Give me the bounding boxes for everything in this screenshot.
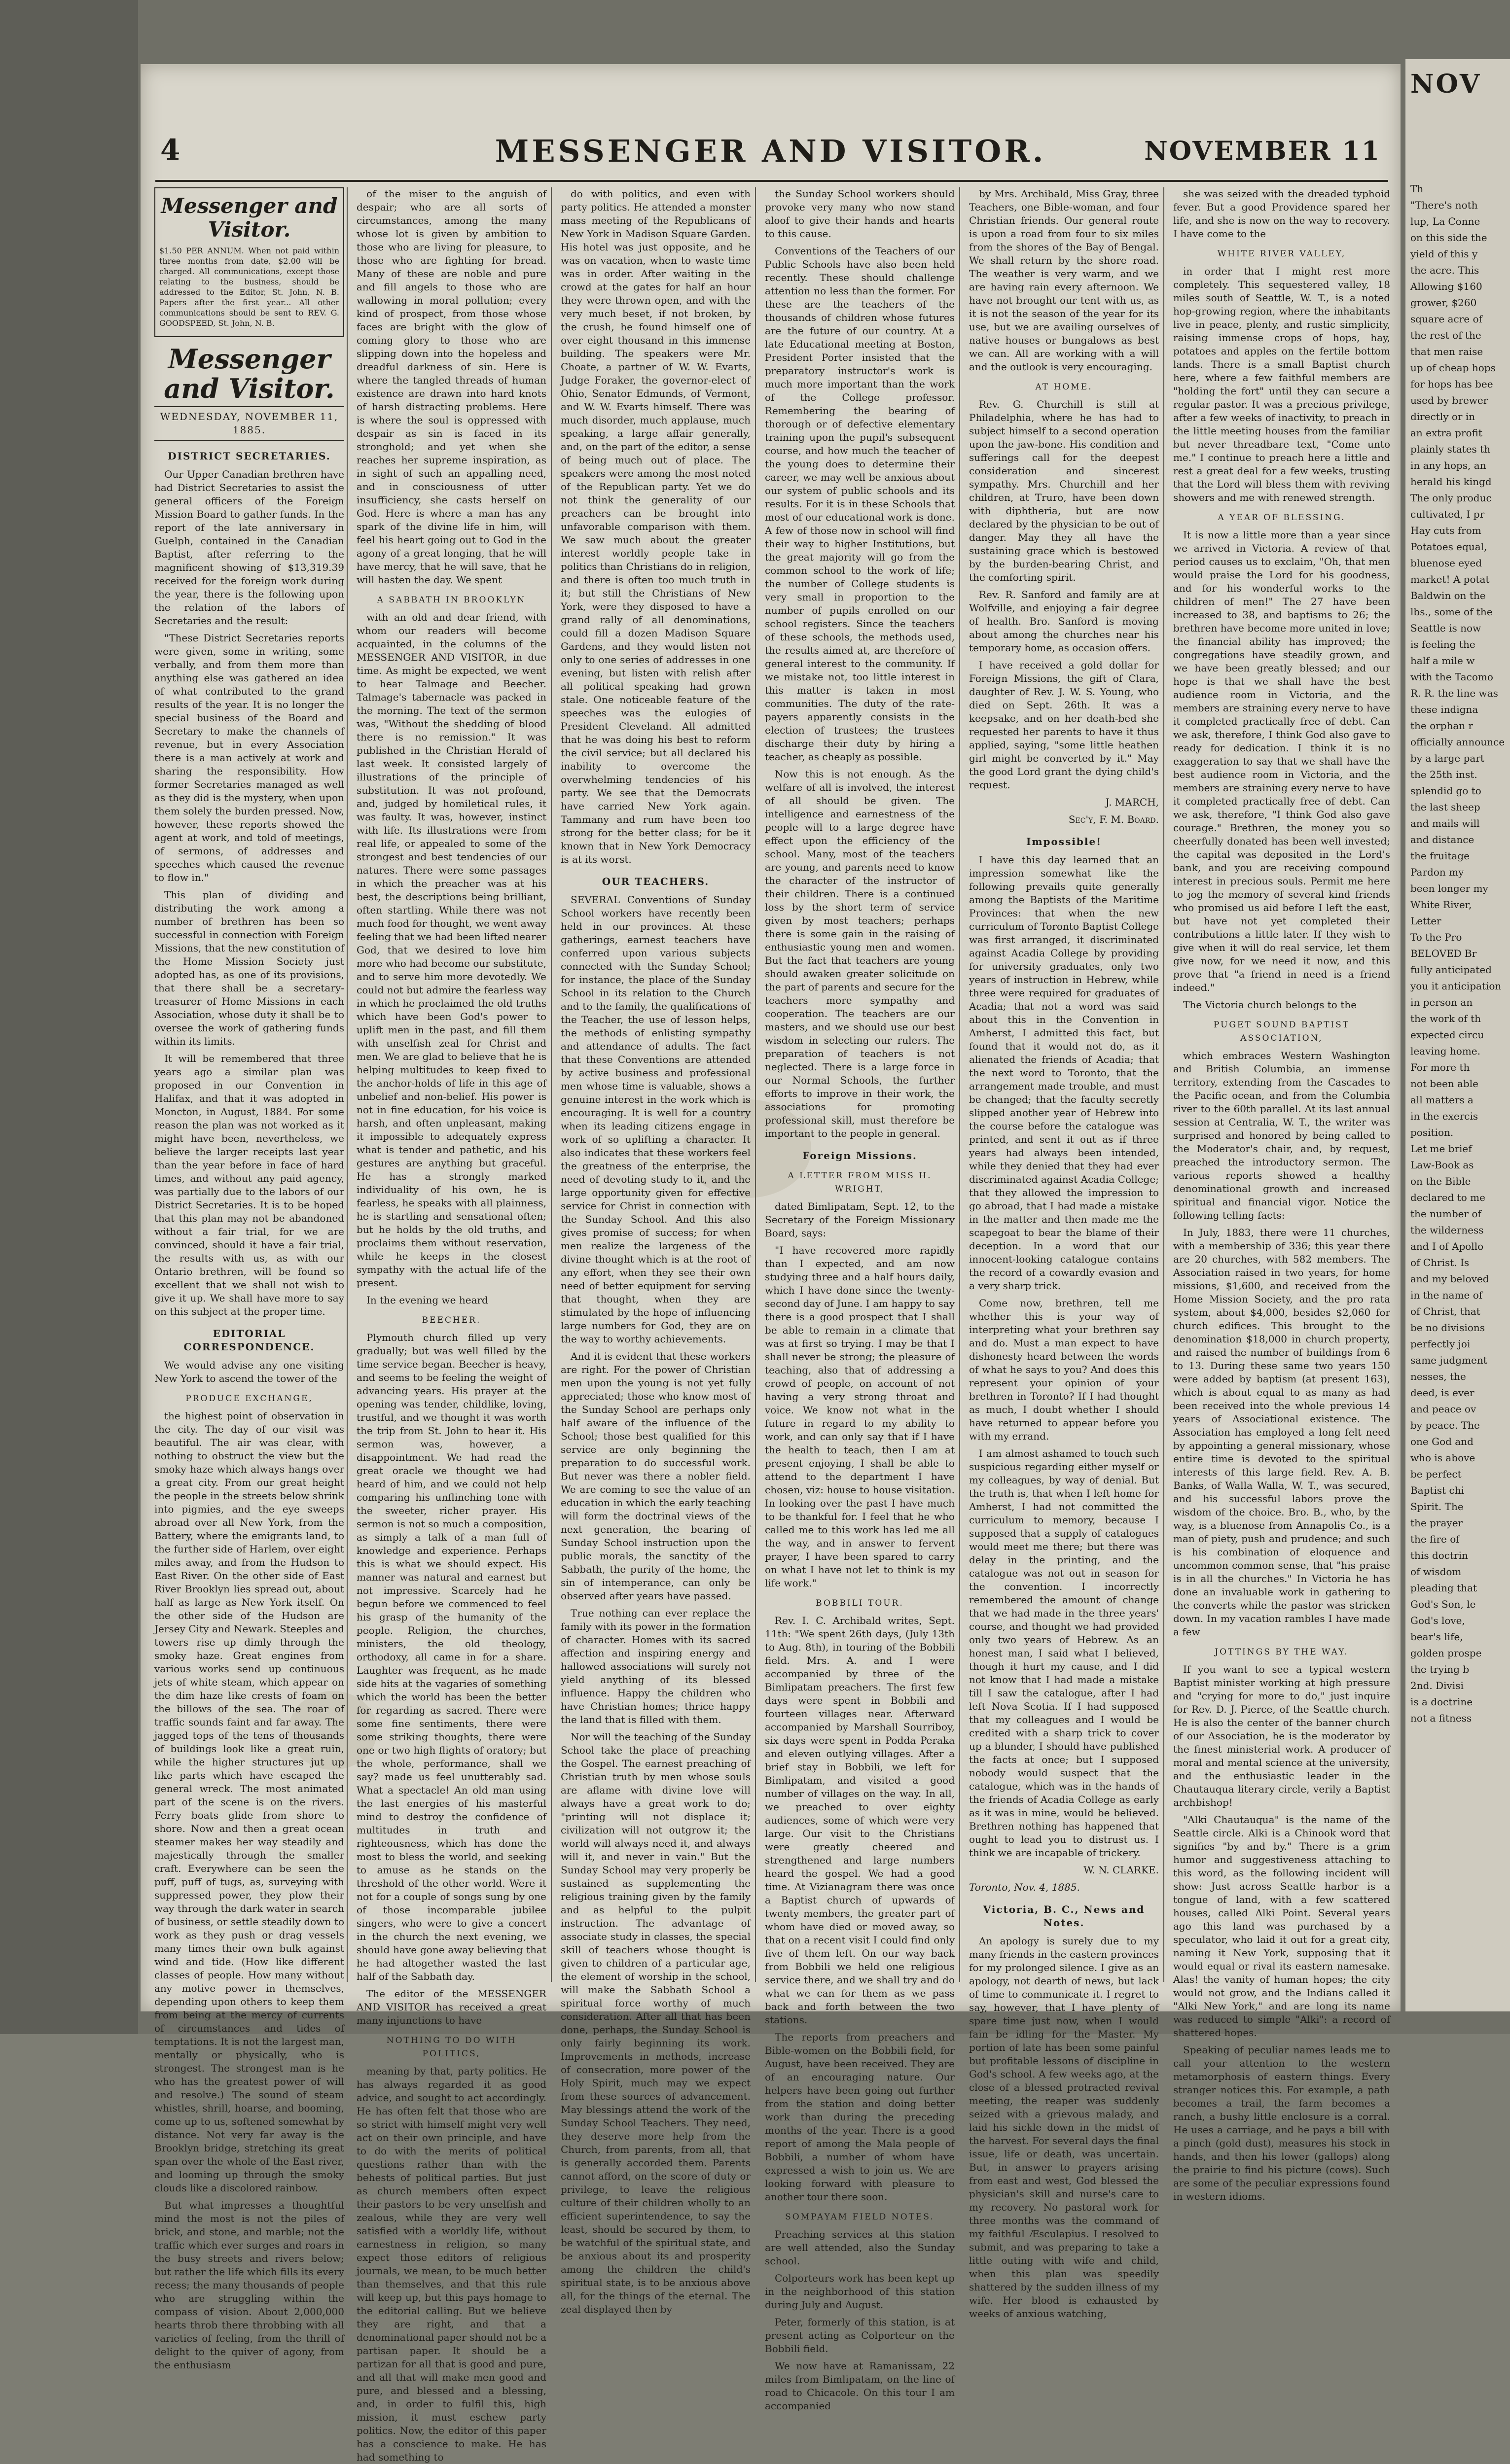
article-paragraph: The editor of the MESSENGER AND VISITOR has received a great many injunctions to have xyxy=(357,1988,546,2026)
paper-title: MESSENGER AND VISITOR. xyxy=(495,133,1046,169)
article-paragraph: In July, 1883, there were 11 churches, with a membership of 336; this year there are 20 churches, with 582 members. The Association raised in two years, for home missions, $1,600, and received from the Home Mission Society, and the pro rata system, about $4,000, besides $2,060 for church edifices. This brought to the denomination $18,000 in church property, and raised the number of buildings from 6 to 13. During these same two years 150 were added by baptism (at present 163), which is about equal to as many as had been received into the whole previous 14 years of Associational existence. The Association has employed a long felt need by appointing a general missionary, whose entire time is devoted to the spiritual interests of this large field. Rev. A. B. Banks, of Walla Walla, W. T., was secured, and his successful labors prove the wisdom of the choice. Bro. B., who, by the way, is a bluenose from Annapolis Co., is a man of piety, push and prudence; and such is his combination of eloquence and uncommon common sense, that "his praise is in all the churches." In Victoria he has done an invaluable work in gathering to the converts while the pastor was stricken down. In my vacation rambles I have made a few xyxy=(1173,1227,1390,1638)
adjacent-page-line: you it anticipation xyxy=(1410,980,1502,992)
adjacent-page-line: declared to me xyxy=(1410,1192,1485,1203)
article-paragraph: "I have recovered more rapidly than I expected, and am now studying three and a half hours daily, which I have done since the twenty-second day of June. I am happy to say there is a good prospect that I shall be able to remain in a climate that was at first so trying. I may be that I shall never be strong; the pleasure of teaching, also that of addressing a crowd of people, on account of not having a very strong throat and voice. We know not what in the future in regard to my ability to work, and can only say that if I have the health to teach, then I am at present enjoying, I shall be able to attend to the department I have chosen, viz: house to house visitation. In looking over the past I have much to be thankful for. I feel that he who called me to this work has led me all the way, and in answer to fervent prayer, I have been spared to carry on what I have not let to think is my life work." xyxy=(765,1244,955,1589)
adjacent-page-line: in person an xyxy=(1410,996,1473,1008)
publication-date: WEDNESDAY, NOVEMBER 11, 1885. xyxy=(154,406,344,441)
article-paragraph: An apology is surely due to my many friends in the eastern provinces for my prolonged silence. I give as an apology, not dearth of news, but lack of time to communicate it. I regret to say, however, that I have plenty of spare time just now, when I would fain be idling for the Master. My portion of late has been some painful but profitable lessons of discipline in God's school. A few weeks ago, at the close of a blessed protracted revival meeting, the reaper was suddenly seized with a grievous malady, and laid his sickle down in the midst of the harvest. For several days the final issue, life or death, was uncertain. But, in answer to prayers arising from east and west, God blessed the physician's skill and nurse's care to my recovery. No pastoral work for three months was the command of my faithful Æsculapius. I resolved to submit, and was preparing to take a little outing with wife and child, when this plan was speedily shattered by the sudden illness of my wife. Her blood is exhausted by weeks of anxious watching, xyxy=(969,1935,1159,2320)
adjacent-page-line: To the Pro xyxy=(1410,931,1462,943)
masthead-rule xyxy=(155,180,1388,182)
article-paragraph: The reports from preachers and Bible-women on the Bobbili field, for August, have been received. They are of an encouraging nature. Our helpers have been going out further from the station and doing better work than during the preceding months of the year. There is a good report of among the Mala people of Bobbili, a number of whom have expressed a wish to join us. We are looking forward with pleasure to another tour there soon. xyxy=(765,2031,955,2203)
adjacent-page-line: is feeling the xyxy=(1410,638,1475,650)
adjacent-page-line: the 25th inst. xyxy=(1410,769,1477,780)
signature: Sec'y, F. M. Board. xyxy=(1068,813,1159,825)
article-paragraph: in order that I might rest more completely. This sequestered valley, 18 miles south of Seattle, W. T., is a noted hop-growing region, where the inhabitants live in peace, plenty, and rustic simplicity, raising immense crops of hops, hay, potatoes and apples on the fertile bottom lands. There is a small Baptist church here, where a few faithful members are "holding the fort" until they can secure a regular pastor. It was a precious privilege, after a few weeks of inactivity, to preach in the little meeting houses from the familiar but never threadbare text, "Come unto me." I continue to preach here a little and rest a great deal for a few weeks, trusting that the Lord will bless them with reviving showers and me with renewed strength. xyxy=(1173,265,1390,503)
article-paragraph: Rev. R. Sanford and family are at Wolfville, and enjoying a fair degree of health. Bro. Sanford is moving about among the churches near his temporary home, as occasion offers. xyxy=(969,589,1159,654)
adjacent-page-date: NOV xyxy=(1410,69,1482,99)
subhead-sabbath-brooklyn: A SABBATH IN BROOKLYN xyxy=(377,595,526,605)
adjacent-page-line: market! A potat xyxy=(1410,573,1490,585)
adjacent-page-line: deed, is ever xyxy=(1410,1387,1474,1399)
dateline: Toronto, Nov. 4, 1885. xyxy=(969,1881,1080,1893)
adjacent-page-line: "There's noth xyxy=(1410,199,1478,211)
column-rule xyxy=(755,187,756,1982)
article-paragraph: If you want to see a typical western Baptist minister working at high pressure and "crying for more to do," just inquire for Rev. D. J. Pierce, of the Seattle church. He is also the center of the banner church of our Association, he is the moderator by the finest ministerial work. A producer of moral and mental science at the university, and the enthusiastic leader in the Chautauqua literary circle, verily a Baptist archbishop! xyxy=(1173,1663,1390,1808)
adjacent-page-line: on the Bible xyxy=(1410,1175,1471,1187)
article-paragraph: of the miser to the anguish of despair; who are all sorts of circumstances, among the many whose lot is given by ambition to those who are living for pleasure, to those who are fighting for bread. Many of these are noble and pure and fill angels to those who are wallowing in moral pollution; every kind of prospect, from those whose faces are bright with the glow of coming glory to those who are slipping down into the hopeless and dreadful darkness of sin. Here is where the tangled threads of human existence are drawn into hard knots of harsh distracting problems. Here is where the soul is oppressed with despair as sin is faced in its stronghold; and yet when she reaches her supreme inspiration, as in sight of such an appalling need, and in consciousness of utter insufficiency, she casts herself on God. Here is where a man has any spark of the divine life in him, will feel his heart going out to God in the agony of a great longing, that he will have mercy, that he will save, that he will hasten the day. We spent xyxy=(357,188,546,586)
masthead xyxy=(141,133,1401,177)
column-1 xyxy=(151,187,347,2371)
subhead-beecher: BEECHER. xyxy=(422,1315,481,1325)
adjacent-page-line: all matters a xyxy=(1410,1094,1474,1106)
article-paragraph: Conventions of the Teachers of our Public Schools have also been held recently. These should challenge attention no less than the former. For these are the teachers of the thousands of children whose futures are the future of our country. At a late Educational meeting at Boston, President Porter insisted that the preparatory instructor's work is much more important than the work of the College professor. Remembering the bearing of thorough or of defective elementary training upon the pupil's subsequent course, and how much the teacher of the young does to determine their career, we may well be anxious about our system of public schools and its results. For it is in these Schools that most of our educational work is done. A few of those now in school will find their way to higher Institutions, but the great majority will go from the common school to the work of life; the number of College students is very small in proportion to the number of pupils enrolled on our school registers. Since the teachers of these schools, the methods used, the results aimed at, are therefore of general interest to the community. If we mistake not, too little interest in this matter is taken in most communities. The duty of the rate-payers apparently consists in the election of trustees; the trustees discharge their duty by hiring a teacher, as cheaply as possible. xyxy=(765,245,955,763)
adjacent-page-line: of Christ. Is xyxy=(1410,1257,1470,1268)
article-paragraph: Plymouth church filled up very gradually; but was well filled by the time service began. Beecher is heavy, and seems to be feeling the weight of advancing years. His prayer at the opening was tender, childlike, loving, trustful, and we thought it was worth the trip from St. John to hear it. His sermon was, however, a disappointment. We had read the great oracle we thought we had heard of him, and we could not help comparing his unflinching tone with the sweeter, richer prayer. His sermon is not so much a composition, as simply a talk of a man full of knowledge and experience. Perhaps this is what we should expect. His manner was natural and earnest but not impressive. Scarcely had he begun before we commenced to feel his grasp of the humanity of the people. Religion, the churches, ministers, the old theology, orthodoxy, all came in for a share. Laughter was frequent, as he made side hits at the vagaries of something which the world has been the better for regarding as sacred. There were some fine sentiments, there were some striking thoughts, there were one or two high flights of oratory; but the whole, performance, shall we say? made us feel unutterably sad. What a spectacle! An old man using the last energies of his masterful mind to destroy the confidence of multitudes in truth and righteousness, which has done the most to bless the world, and seeking to amuse as he stands on the threshold of the other world. Were it not for a couple of songs sung by one of those incomparable jubilee singers, who were to give a concert in the church the next evening, we should have gone away believing that he had altogether wasted the last half of the Sabbath day. xyxy=(357,1332,546,1982)
adjacent-page-text xyxy=(1405,182,1505,1728)
nameplate-box xyxy=(154,187,344,337)
adjacent-page-line: The only produc xyxy=(1410,492,1492,504)
adjacent-page-line: Let me brief xyxy=(1410,1143,1472,1155)
adjacent-page-line: and distance xyxy=(1410,834,1474,845)
adjacent-page-line: the acre. This xyxy=(1410,264,1479,276)
adjacent-page-line: in the exercis xyxy=(1410,1110,1478,1122)
adjacent-page-line: the prayer xyxy=(1410,1517,1463,1529)
adjacent-page-line: directly or in xyxy=(1410,411,1475,422)
newspaper-page xyxy=(141,64,1401,2463)
adjacent-page-line: the orphan r xyxy=(1410,720,1474,732)
article-paragraph: We now have at Ramanissam, 22 miles from Bimlipatam, on the line of road to Chicacole. On this tour I am accompanied xyxy=(765,2360,955,2412)
adjacent-page-line: the number of xyxy=(1410,1208,1481,1220)
article-paragraph: Our Upper Canadian brethren have had District Secretaries to assist the general officers of the Foreign Mission Board to gather funds. In the report of the late anniversary in Guelph, contained in the Canadian Baptist, after referring to the magnificent showing of $13,319.39 received for the foreign work during the year, there is the following upon the relation of the labors of Secretaries and the result: xyxy=(154,468,344,627)
article-paragraph: I am almost ashamed to touch such suspicious regarding either myself or my colleagues, by way of denial. But the truth is, that when I left home for Amherst, I had not committed the curriculum to memory, because I supposed that a supply of catalogues would meet me there; but there was delay in the printing, and the catalogue was not out in season for the convention. I incorrectly remembered the amount of change that we had made in the three years' course, and thought we had provided only two years of Hebrew. As an honest man, I said what I believed, though it hurt my cause, and I did not know that I had made a mistake till I saw the catalogue, after I had left Nova Scotia. If I had supposed that my colleagues and I would be credited with a sharp trick to cover up a blunder, I should have published the facts at once; but I supposed nobody would suspect that the catalogue, which was in the hands of the friends of Acadia College as early as it was in mine, would be believed. Brethren nothing has happened that ought to lead you to distrust us. I think we are incapable of trickery. xyxy=(969,1447,1159,1859)
adjacent-page-line: the last sheep xyxy=(1410,801,1480,813)
article-paragraph: We would advise any one visiting New York to ascend the tower of the xyxy=(154,1359,344,1384)
adjacent-page-line: who is above xyxy=(1410,1452,1475,1464)
adjacent-page-line: of wisdom xyxy=(1410,1566,1462,1578)
adjacent-page-line: be perfect xyxy=(1410,1468,1462,1480)
article-paragraph: True nothing can ever replace the family with its power in the formation of character. Homes with its sacred affection and inspiring energy and hallowed associations will surely not yield anything of its blessed influence. Happy the children who have Christian homes; thrice happy the land that is filled with them. xyxy=(561,1607,751,1725)
adjacent-page-line: the fire of xyxy=(1410,1533,1460,1545)
article-paragraph: SEVERAL Conventions of Sunday School workers have recently been held in our provinces. At these gatherings, earnest teachers have conferred upon various subjects connected with the Sunday School; for instance, the place of the Sunday School in its relation to the Church and to the family, the qualifications of the Teacher, the use of lesson helps, the methods of enlisting sympathy and attendance of adults. The fact that these Conventions are attended by active business and professional men whose time is valuable, shows a genuine interest in the work which is encouraging. It is well for a country when its leading citizens engage in work of so uplifting a character. It also indicates that these workers feel the greatness of the enterprise, the need of devoting study to it, and the large opportunity given for effective service for Christ in connection with the Sunday School. And this also gives promise of success; for when men realize the largeness of the divine thought which is at the root of any effort, when they see their own need of better equipment for serving that thought, when they are stimulated by the hope of influencing large numbers for God, they are on the way to worthy achievements. xyxy=(561,894,751,1345)
binding-margin xyxy=(0,0,138,2034)
adjacent-page-line: White River, xyxy=(1410,899,1472,911)
adjacent-page-line: lbs., some of the xyxy=(1410,606,1493,618)
headline-foreign-missions: Foreign Missions. xyxy=(802,1150,917,1162)
headline-district-secretaries: DISTRICT SECRETARIES. xyxy=(168,450,331,462)
subhead-jottings: JOTTINGS BY THE WAY. xyxy=(1215,1647,1349,1657)
adjacent-page-line: these indigna xyxy=(1410,704,1478,715)
article-paragraph: meaning by that, party politics. He has always regarded it as good advice, and sought to act accordingly. He has often felt that those who are so strict with himself might very well act on their own principle, and have to do with the merits of political questions rather than with the behests of political parties. But just as church members often expect their pastors to be very unselfish and zealous, while they are very well satisfied with a worldly life, without earnestness in religion, so many expect those editors of religious journals, we mean, to be much better than themselves, and that this rule will keep up, but this pays homage to the editorial calling. But we believe they are right, and that a denominational paper should not be a partisan paper. It should be a partizan for all that is good and pure, and all that will make men good and pure, and blessed and a blessing, and, in order to fulfil this, high mission, it must eschew party politics. Now, the editor of this paper has a conscience to make. He has had something to xyxy=(357,2065,546,2463)
adjacent-page-line: and mails will xyxy=(1410,817,1480,829)
issue-date: NOVEMBER 11 xyxy=(1144,136,1381,166)
column-6 xyxy=(1170,187,1393,2202)
adjacent-page-line: Letter xyxy=(1410,915,1441,927)
adjacent-page-fragment xyxy=(1405,59,1510,2011)
article-paragraph: But what impresses a thoughtful mind the most is not the piles of brick, and stone, and marble; not the traffic which ever surges and roars in the busy streets and rivers below; but rather the life which fills its every recess; the many thousands of people who are struggling within the compass of vision. About 2,000,000 hearts throb there throbbing with all varieties of feeling, from the thrill of delight to the quiver of agony, from the enthusiasm xyxy=(154,2199,344,2371)
adjacent-page-line: the fruitage xyxy=(1410,850,1470,862)
adjacent-page-line: be no divisions xyxy=(1410,1322,1485,1334)
adjacent-page-line: expected circu xyxy=(1410,1029,1484,1041)
nameplate-title: Messenger and Visitor. xyxy=(164,343,335,404)
subhead-letter-miss-wright: A LETTER FROM MISS H. WRIGHT, xyxy=(788,1171,932,1194)
adjacent-page-line: Seattle is now xyxy=(1410,622,1481,634)
adjacent-page-line: For more th xyxy=(1410,1061,1470,1073)
subhead-sompayam-notes: SOMPAYAM FIELD NOTES. xyxy=(785,2212,935,2222)
headline-editorial-correspondence: EDITORIAL CORRESPONDENCE. xyxy=(183,1328,315,1353)
adjacent-page-line: by a large part xyxy=(1410,752,1484,764)
adjacent-page-line: not a fitness xyxy=(1410,1712,1472,1724)
article-paragraph: Nor will the teaching of the Sunday School take the place of preaching the Gospel. The earnest preaching of Christian truth by men whose souls are aflame with divine love will always have a great work to do; "printing will not displace it; civilization will not outgrow it; the world will always need it, and always will it, and never in vain." But the Sunday School may very properly be sustained as supplementing the religious training given by the family and as helpful to the pulpit instruction. The advantage of associate study in classes, the special skill of teachers whose thought is given to children of a particular age, the element of worship in the school, will make the Sabbath School a spiritual force worthy of much consideration. After all that has been done, perhaps, the Sunday School is only fairly beginning its work. Improvements in methods, increase of consecration, more power of the Holy Spirit, much may we expect from these sources of advancement. May blessings attend the work of the Sunday School Teachers. They need, they deserve more help from the Church, from parents, from all, that is generally accorded them. Parents cannot afford, on the score of duty or privilege, to leave the religious culture of their children wholly to an efficient superintendence, to say the least, should be secured by them, to be watchful of the spiritual state, and be anxious about its and prosperity among the children the child's spiritual state, is to be anxious above all, for the things of the eternal. The zeal displayed then by xyxy=(561,1731,751,2315)
adjacent-page-line: yield of this y xyxy=(1410,248,1478,260)
adjacent-page-line: not been able xyxy=(1410,1078,1478,1090)
article-paragraph: This plan of dividing and distributing the work among a number of brethren has been so successful in connection with Foreign Missions, that the new constitution of the Home Mission Society just adopted has, as one of its provisions, that there shall be a secretary-treasurer of Home Missions in each Association, whose duty it shall be to oversee the work of gathering funds within its limits. xyxy=(154,889,344,1047)
article-paragraph: the highest point of observation in the city. The day of our visit was beautiful. The air was clear, with nothing to obstruct the view but the smoky haze which always hangs over a great city. From our great height the people in the streets below shrink into pigmies, and the eye sweeps abroad over all New York, from the Battery, where the emigrants land, to the further side of Harlem, over eight miles away, and from the Hudson to East River. On the other side of East River Brooklyn lies spread out, about half as large as New York itself. On the other side of the Hudson are Jersey City and Newark. Steeples and towers rise up dimly through the smoky haze. Great engines from various works send up continuous jets of white steam, which appear on the dim haze like crests of foam on the billows of the sea. The roar of traffic sounds faint and far away. The jagged tops of the tens of thousands of buildings look like a great ruin, while the higher structures jut up like parts which have escaped the general wreck. The most animated part of the scene is on the rivers. Ferry boats glide from shore to shore. Now and then a great ocean steamer makes her way steadily and majestically through the smaller craft. Everywhere can be seen the puff, puff of tugs, as, surveying with suppressed power, they plow their way through the dark water in search of business, or settle steadily down to work as they push or drag vessels many times their own bulk against wind and tide. (How like different classes of people. How many without any motive power in themselves, depending upon others to keep them from being at the mercy of currents of circumstances and tides of temptations. It is not the largest man, mentally or physically, who is strongest. The strongest man is he who has the greatest power of will and resolve.) The sound of steam whistles, shrill, hoarse, and booming, come up to us, softened somewhat by distance. Not very far away is the Brooklyn bridge, stretching its great span over the whole of the East river, and looming up through the smoky clouds like a discolored rainbow. xyxy=(154,1410,344,2194)
subhead-year-of-blessing: A YEAR OF BLESSING. xyxy=(1218,513,1346,523)
article-paragraph: which embraces Western Washington and British Columbia, an immense territory, extending from the Cascades to the Pacific ocean, and from the Columbia river to the 60th parallel. At its last annual session at Centralia, W. T., the writer was surprised and honored by being called to the Moderator's chair, and, by request, preached the introductory sermon. The various reports showed a healthy denominational growth and increased spiritual and financial vigor. Notice the following telling facts: xyxy=(1173,1050,1390,1221)
nameplate-mini-title: Messenger and Visitor. xyxy=(161,194,338,242)
adjacent-page-line: God's Son, le xyxy=(1410,1598,1476,1610)
adjacent-page-line: Pardon my xyxy=(1410,866,1464,878)
adjacent-page-line: Baptist chi xyxy=(1410,1484,1464,1496)
adjacent-page-line: in the name of xyxy=(1410,1289,1483,1301)
adjacent-page-line: Allowing $160 xyxy=(1410,281,1482,292)
signature: J. MARCH, xyxy=(1105,796,1159,808)
subscription-terms: $1.50 PER ANNUM. When not paid within three months from date, $2.00 will be charged. All communications, except those relating to the business, should be addressed to the Editor, St. John, N. B. Papers after the first year... All other communications should be sent to REV. G. GOODSPEED, St. John, N. B. xyxy=(159,246,339,328)
article-paragraph: do with politics, and even with party politics. He attended a monster mass meeting of the Republicans of New York in Madison Square Garden. His hotel was just opposite, and he was on vacation, when to waste time was in order. After waiting in the crowd at the gates for half an hour they were thrown open, and with the very much beset, if not broken, by the crush, he found himself one of over eight thousand in this immense building. The speakers were Mr. Choate, a partner of W. W. Evarts, Judge Foraker, the governor-elect of Ohio, Senator Edmunds, of Vermont, and W. W. Evarts himself. There was much disorder, much applause, much speaking, a large affair generally, and, on the part of the editor, a sense of being much out of place. The speakers were among the most noted of the Republican party. Yet we do not think the generality of our preachers can be brought into unfavorable comparison with them. We saw much about the greater interest worldly people take in politics than Christians do in religion, and there is often too much truth in it; but still the Christians of New York, were they disposed to have a grand rally of all denominations, could fill a dozen Madison Square Gardens, and they would listen not only to one series of addresses in one evening, but listen with relish after all political speaking had grown stale. One noticeable feature of the speeches was the eulogies of President Cleveland. All admitted that he was doing his best to reform the civil service; but all declared his inability to overcome the overwhelming tendencies of his party. We see that the Democrats have carried New York again. Tammany and rum have been too strong for the better class; for be it known that in New York Democracy is at its worst. xyxy=(561,188,751,865)
article-paragraph: "Alki Chautauqua" is the name of the Seattle circle. Alki is a Chinook word that signifies "by and by." There is a grim humor and suggestiveness attaching to this word, as the following incident will show: Just across Seattle harbor is a tongue of land, with a few scattered houses, called Alki Point. Several years ago this land was purchased by a speculator, who laid it out for a great city, naming it New York, supposing that it would equal or rival its eastern namesake. Alas! the vanity of human hopes; the city would not grow, and the Indians called it "Alki New York," and are long its name was reduced to simple "Alki": a record of shattered hopes. xyxy=(1173,1814,1390,2039)
adjacent-page-line: in any hops, an xyxy=(1410,459,1486,471)
adjacent-page-line: pleading that xyxy=(1410,1582,1477,1594)
adjacent-page-line: Law-Book as xyxy=(1410,1159,1474,1171)
adjacent-page-line: the wilderness xyxy=(1410,1224,1484,1236)
article-paragraph: the Sunday School workers should provoke very many who now stand aloof to give their hands and hearts to this cause. xyxy=(765,188,955,240)
signature: W. N. CLARKE. xyxy=(1083,1864,1159,1876)
article-paragraph: by Mrs. Archibald, Miss Gray, three Teachers, one Bible-woman, and four Christian friends. Our general route is upon a road from four to six miles from the shores of the Bay of Bengal. We shall return by the shore road. The weather is very warm, and we are having rain every afternoon. We have not brought our tent with us, as it is not the season of the year for its use, but we are availing ourselves of native houses or bungalows as best we can. All are working with a will and the outlook is very encouraging. xyxy=(969,188,1159,373)
adjacent-page-line: grower, $260 xyxy=(1410,297,1477,309)
adjacent-page-line: herald his kingd xyxy=(1410,476,1492,488)
adjacent-page-line: and my beloved xyxy=(1410,1273,1489,1285)
article-paragraph: I have this day learned that an impression somewhat like the following prevails quite generally among the Baptists of the Maritime Provinces: that when the new curriculum of Toronto Baptist College was first arranged, it discriminated against Acadia College by providing for university graduates, only two years of instruction in Hebrew, while three were required for graduates of Acadia; that not a word was said about this in the Convention in Amherst, I admitted this fact, but found that it would not do, as it alienated the friends of Acadia; that the next word to Toronto, that the arrangement made trouble, and must be changed; that the faculty secretly slipped another year of Hebrew into the course before the catalogue was printed, and sent it out as if three years had always been intended, while they denied that they had ever discriminated against Acadia College; that they allowed the impression to go abroad, that I had made a mistake in the matter and then made me the scapegoat to bear the blame of their deception. In a word that our innocent-looking catalogue contains the record of a cowardly evasion and a very sharp trick. xyxy=(969,854,1159,1292)
subhead-puget-sound-association: PUGET SOUND BAPTIST ASSOCIATION, xyxy=(1213,1020,1350,1043)
adjacent-page-line: fully anticipated xyxy=(1410,964,1492,976)
subhead-politics: NOTHING TO DO WITH POLITICS, xyxy=(386,2036,517,2059)
article-paragraph: And it is evident that these workers are right. For the power of Christian men upon the young is not yet fully appreciated; those who know most of the Sunday School are perhaps only half aware of the influence of the School; those best qualified for this service are only beginning the preparation to do successful work. But never was there a nobler field. We are coming to see the value of an education in which the early teaching will form the doctrinal views of the next generation, the bearing of Sunday School instruction upon the public morals, the sanctity of the Sabbath, the purity of the home, the sin of intemperance, can only be observed after years have passed. xyxy=(561,1350,751,1602)
adjacent-page-line: Th xyxy=(1410,183,1424,195)
article-paragraph: dated Bimlipatam, Sept. 12, to the Secretary of the Foreign Missionary Board, says: xyxy=(765,1200,955,1239)
subhead-white-river-valley: WHITE RIVER VALLEY, xyxy=(1217,249,1346,259)
adjacent-page-line: R. R. the line was xyxy=(1410,687,1498,699)
column-rule xyxy=(551,187,552,1982)
adjacent-page-line: with the Tacomo xyxy=(1410,671,1493,683)
adjacent-page-line: Hay cuts from xyxy=(1410,525,1481,536)
column-3 xyxy=(558,187,754,2315)
article-paragraph: It is now a little more than a year since we arrived in Victoria. A review of that period causes us to exclaim, "Oh, that men would praise the Lord for his goodness, and for his wonderful works to the children of men!" The 27 have been increased to 38, and baptisms to 26; the brethren have become more united in love; the financial ability has improved; the congregations have steadily grown, and we have been greatly blessed; and our hope is that we shall have the best audience room in Victoria, and the members are straining every nerve to have it completed practically free of debt. Can we ask, therefore, I think God also gave to ready for dedication. I think it is no exaggeration to say that we shall have the best audience room in Victoria, and the members are straining every nerve to have it completed practically free of debt. Can we ask, therefore, "I think God also gave courage." Brethren, the money you so cheerfully donated has been well invested; the capital was deposited in the Lord's bank, and you are receiving compound interest in precious souls. Permit me here to jog the memory of several kind friends who promised us aid before I left the east, but have not yet completed their contributions a little later. If they wish to give when it will do real service, let them give now, for we need it now, and this prove that "a friend in need is a friend indeed." xyxy=(1173,529,1390,993)
column-5 xyxy=(966,187,1162,2320)
adjacent-page-line: bluenose eyed xyxy=(1410,557,1482,569)
adjacent-page-line: half a mile w xyxy=(1410,655,1475,667)
adjacent-page-line: up of cheap hops xyxy=(1410,362,1496,374)
adjacent-page-line: square acre of xyxy=(1410,313,1482,325)
column-2 xyxy=(354,187,549,2463)
adjacent-page-line: Spirit. The xyxy=(1410,1501,1464,1513)
adjacent-page-line: been longer my xyxy=(1410,882,1488,894)
adjacent-page-line: an extra profit xyxy=(1410,427,1482,439)
column-4 xyxy=(762,187,958,2412)
adjacent-page-line: nesses, the xyxy=(1410,1371,1466,1382)
article-paragraph: "These District Secretaries reports were given, some in writing, some verbally, and from them more than anything else was gathered an idea of what contributed to the grand results of the year. It is no longer the special business of the Board and Secretary to make the channels of revenue, but in every Association there is a man actively at work and sharing the responsibility. How former Secretaries managed as well as they did is the mystery, when upon them solely the burden pressed. Now, however, these reports showed the agent at work, and told of meetings, of sermons, of addresses and speeches which caused the revenue to flow in." xyxy=(154,632,344,883)
article-paragraph: It will be remembered that three years ago a similar plan was proposed in our Convention in Halifax, and that it was adopted in Moncton, in August, 1884. For some reason the plan was not worked as it might have been, nevertheless, we believe the larger receipts last year than the year before in face of hard times, and without any paid agency, was partially due to the labors of our District Secretaries. It is to be hoped that this plan may not be abandoned without a fair trial, for we are convinced, should it have a fair trial, the results with us, as with our Ontario brethren, will be found so excellent that we shall not wish to give it up. We shall have more to say on this subject at the proper time. xyxy=(154,1053,344,1317)
adjacent-page-line: golden prospe xyxy=(1410,1647,1482,1659)
headline-victoria-news: Victoria, B. C., News and Notes. xyxy=(983,1903,1145,1929)
adjacent-page-line: one God and xyxy=(1410,1436,1474,1447)
adjacent-page-line: bear's life, xyxy=(1410,1631,1463,1643)
adjacent-page-line: by peace. The xyxy=(1410,1419,1480,1431)
adjacent-page-line: cultivated, I pr xyxy=(1410,508,1485,520)
article-paragraph: with an old and dear friend, with whom our readers will become acquainted, in the columns of the MESSENGER AND VISITOR, in due time. As might be expected, we went to hear Talmage and Beecher. Talmage's tabernacle was packed in the morning. The text of the sermon was, "Without the shedding of blood there is no remission." It was published in the Christian Herald of last week. It consisted largely of illustrations of the principle of substitution. It was not profound, and, judged by homiletical rules, it was faulty. It was, however, instinct with life. Its illustrations were from real life, or appealed to some of the strongest and best tendencies of our natures. There were some passages in which the preacher was at his best, the descriptions being brilliant, often startling. While there was not much food for thought, we went away feeling that we had been lifted nearer God, that we desired to love him more who had become our substitute, and to serve him more devotedly. We could not but admire the fearless way in which he proclaimed the old truths which have been God's power to uplift men in the past, and fill them with unselfish zeal for Christ and men. We are glad to believe that he is helping multitudes to keep fixed to the anchor-holds of life in this age of unbelief and non-belief. His power is not in fine education, for his voice is harsh, and often unpleasant, making it impossible to adequately express what is tender and pathetic, and his gestures are anything but graceful. He has a strongly marked individuality of his own, he is fearless, he speaks with all plainness, he is startling and sensational often; but he holds by the old truths, and proclaims them without reservation, while he keeps in the closest sympathy with the actual life of the present. xyxy=(357,611,546,1289)
column-rule xyxy=(959,187,960,1982)
article-paragraph: Now this is not enough. As the welfare of all is involved, the interest of all should be given. The intelligence and earnestness of the people will to a large degree have effect upon the efficiency of the school. Many, most of the teachers are young, and parents need to know the character of the instructor of their children. There is a continued loss by the short term of service given by most teachers; perhaps there is some gain in the raising of enthusiastic young men and women. But the fact that teachers are young should awaken greater solicitude on the part of parents and secure for the teachers more sympathy and cooperation. The teachers are our masters, and we should use our best wisdom in selecting our rulers. The preparation of teachers is not neglected. There is a large force in our Normal Schools, the further efforts to improve in their work, the associations for promoting professional skill, must therefore be important to the people in general. xyxy=(765,768,955,1139)
adjacent-page-line: lup, La Conne xyxy=(1410,215,1480,227)
article-paragraph: Preaching services at this station are well attended, also the Sunday school. xyxy=(765,2228,955,2267)
adjacent-page-line: Baldwin on the xyxy=(1410,590,1486,601)
adjacent-page-line: leaving home. xyxy=(1410,1045,1480,1057)
adjacent-page-line: splendid go to xyxy=(1410,785,1481,797)
adjacent-page-line: officially announce xyxy=(1410,736,1505,748)
page-number: 4 xyxy=(160,133,180,167)
adjacent-page-line: and I of Apollo xyxy=(1410,1240,1484,1252)
headline-our-teachers: OUR TEACHERS. xyxy=(602,876,710,887)
article-paragraph: Speaking of peculiar names leads me to call your attention to the western metamorphosis of eastern things. Every stranger notices this. For example, a path becomes a trail, the farm becomes a ranch, a bushy little enclosure is a corral. He uses a carriage, and he pays a bill with a pinch (gold dust), measures his stock in hands, and then his lower (gallops) along the prairie to find his picture (cows). Such are some of the peculiar expressions found in western idioms. xyxy=(1173,2044,1390,2202)
article-paragraph: In the evening we heard xyxy=(366,1294,488,1306)
article-paragraph: she was seized with the dreaded typhoid fever. But a good Providence spared her life, and she is now on the way to recovery. I have come to the xyxy=(1173,188,1390,240)
adjacent-page-line: of Christ, that xyxy=(1410,1305,1480,1317)
subhead-bobbili-tour: BOBBILI TOUR. xyxy=(816,1598,904,1608)
adjacent-page-line: and peace ov xyxy=(1410,1403,1476,1415)
adjacent-page-line: God's love, xyxy=(1410,1615,1465,1626)
adjacent-page-line: the trying b xyxy=(1410,1663,1470,1675)
adjacent-page-line: perfectly joi xyxy=(1410,1338,1471,1350)
article-paragraph: Come now, brethren, tell me whether this is your way of interpreting what your brethren say and do. Must a man expect to have dishonesty heard between the words of what he says to you? And does this represent your opinion of your brethren in Toronto? If I had thought as much, I doubt whether I should have returned to appear before you with my errand. xyxy=(969,1297,1159,1442)
article-paragraph: Rev. G. Churchill is still at Philadelphia, where he has had to subject himself to a second operation upon the jaw-bone. His condition and sufferings call for the deepest consideration and sincerest sympathy. Mrs. Churchill and her children, at Truro, have been down with diphtheria, but are now declared by the physician to be out of danger. May they all have the sustaining grace which is bestowed by the burden-bearing Christ, and the comforting spirit. xyxy=(969,398,1159,583)
adjacent-page-line: is a doctrine xyxy=(1410,1696,1473,1708)
adjacent-page-line: Potatoes equal, xyxy=(1410,541,1487,553)
column-rule xyxy=(1163,187,1164,1982)
adjacent-page-line: BELOVED Br xyxy=(1410,948,1477,959)
adjacent-page-line: this doctrin xyxy=(1410,1549,1468,1561)
article-paragraph: I have received a gold dollar for Foreign Missions, the gift of Clara, daughter of Rev. J. W. S. Young, who died on Sept. 26th. It was a keepsake, and on her death-bed she requested her parents to have it thus applied, saying, "some little heathen girl might be converted by it." May the good Lord grant the dying child's request. xyxy=(969,659,1159,791)
adjacent-page-line: the rest of the xyxy=(1410,329,1481,341)
subhead-produce-exchange: PRODUCE EXCHANGE, xyxy=(185,1394,313,1404)
adjacent-page-line: plainly states th xyxy=(1410,443,1491,455)
adjacent-page-line: for hops has bee xyxy=(1410,378,1493,390)
adjacent-page-line: used by brewer xyxy=(1410,394,1488,406)
adjacent-page-line: that men raise xyxy=(1410,346,1483,357)
article-paragraph: Rev. I. C. Archibald writes, Sept. 11th: "We spent 26th days, (July 13th to Aug. 8th), in touring of the Bobbili field. Mrs. A. and I were accompanied by three of the Bimlipatam preachers. The first few days were spent in Bobbili and fourteen villages near. Afterward accompanied by Marshall Sourriboy, six days were spent in Podda Peraka and eleven outlying villages. After a brief stay in Bobbili, we left for Bimlipatam, and visited a good number of villages on the way. In all, we preached to over eighty audiences, some of which were very large. Our visit to the Christians were greatly cheered and strengthened and large numbers heard the gospel. We had a good time. At Vizianagram there was once a Baptist church of upwards of twenty members, the greater part of whom have died or moved away, so that on a recent visit I could find only five of them left. On our way back from Bobbili we held one religious service there, and we shall try and do what we can for them as we pass back and forth between the two stations. xyxy=(765,1615,955,2026)
adjacent-page-line: the work of th xyxy=(1410,1013,1481,1024)
adjacent-page-line: 2nd. Divisi xyxy=(1410,1680,1464,1691)
article-paragraph: Peter, formerly of this station, is at present acting as Colporteur on the Bobbili field. xyxy=(765,2316,955,2355)
adjacent-page-line: on this side the xyxy=(1410,232,1487,244)
headline-impossible: Impossible! xyxy=(1026,836,1102,847)
subhead-at-home: AT HOME. xyxy=(1035,382,1093,392)
adjacent-page-line: same judgment xyxy=(1410,1354,1487,1366)
article-paragraph: Colporteurs work has been kept up in the neighborhood of this station during July and August. xyxy=(765,2272,955,2311)
article-paragraph: The Victoria church belongs to the xyxy=(1183,999,1357,1011)
adjacent-page-line: position. xyxy=(1410,1126,1454,1138)
